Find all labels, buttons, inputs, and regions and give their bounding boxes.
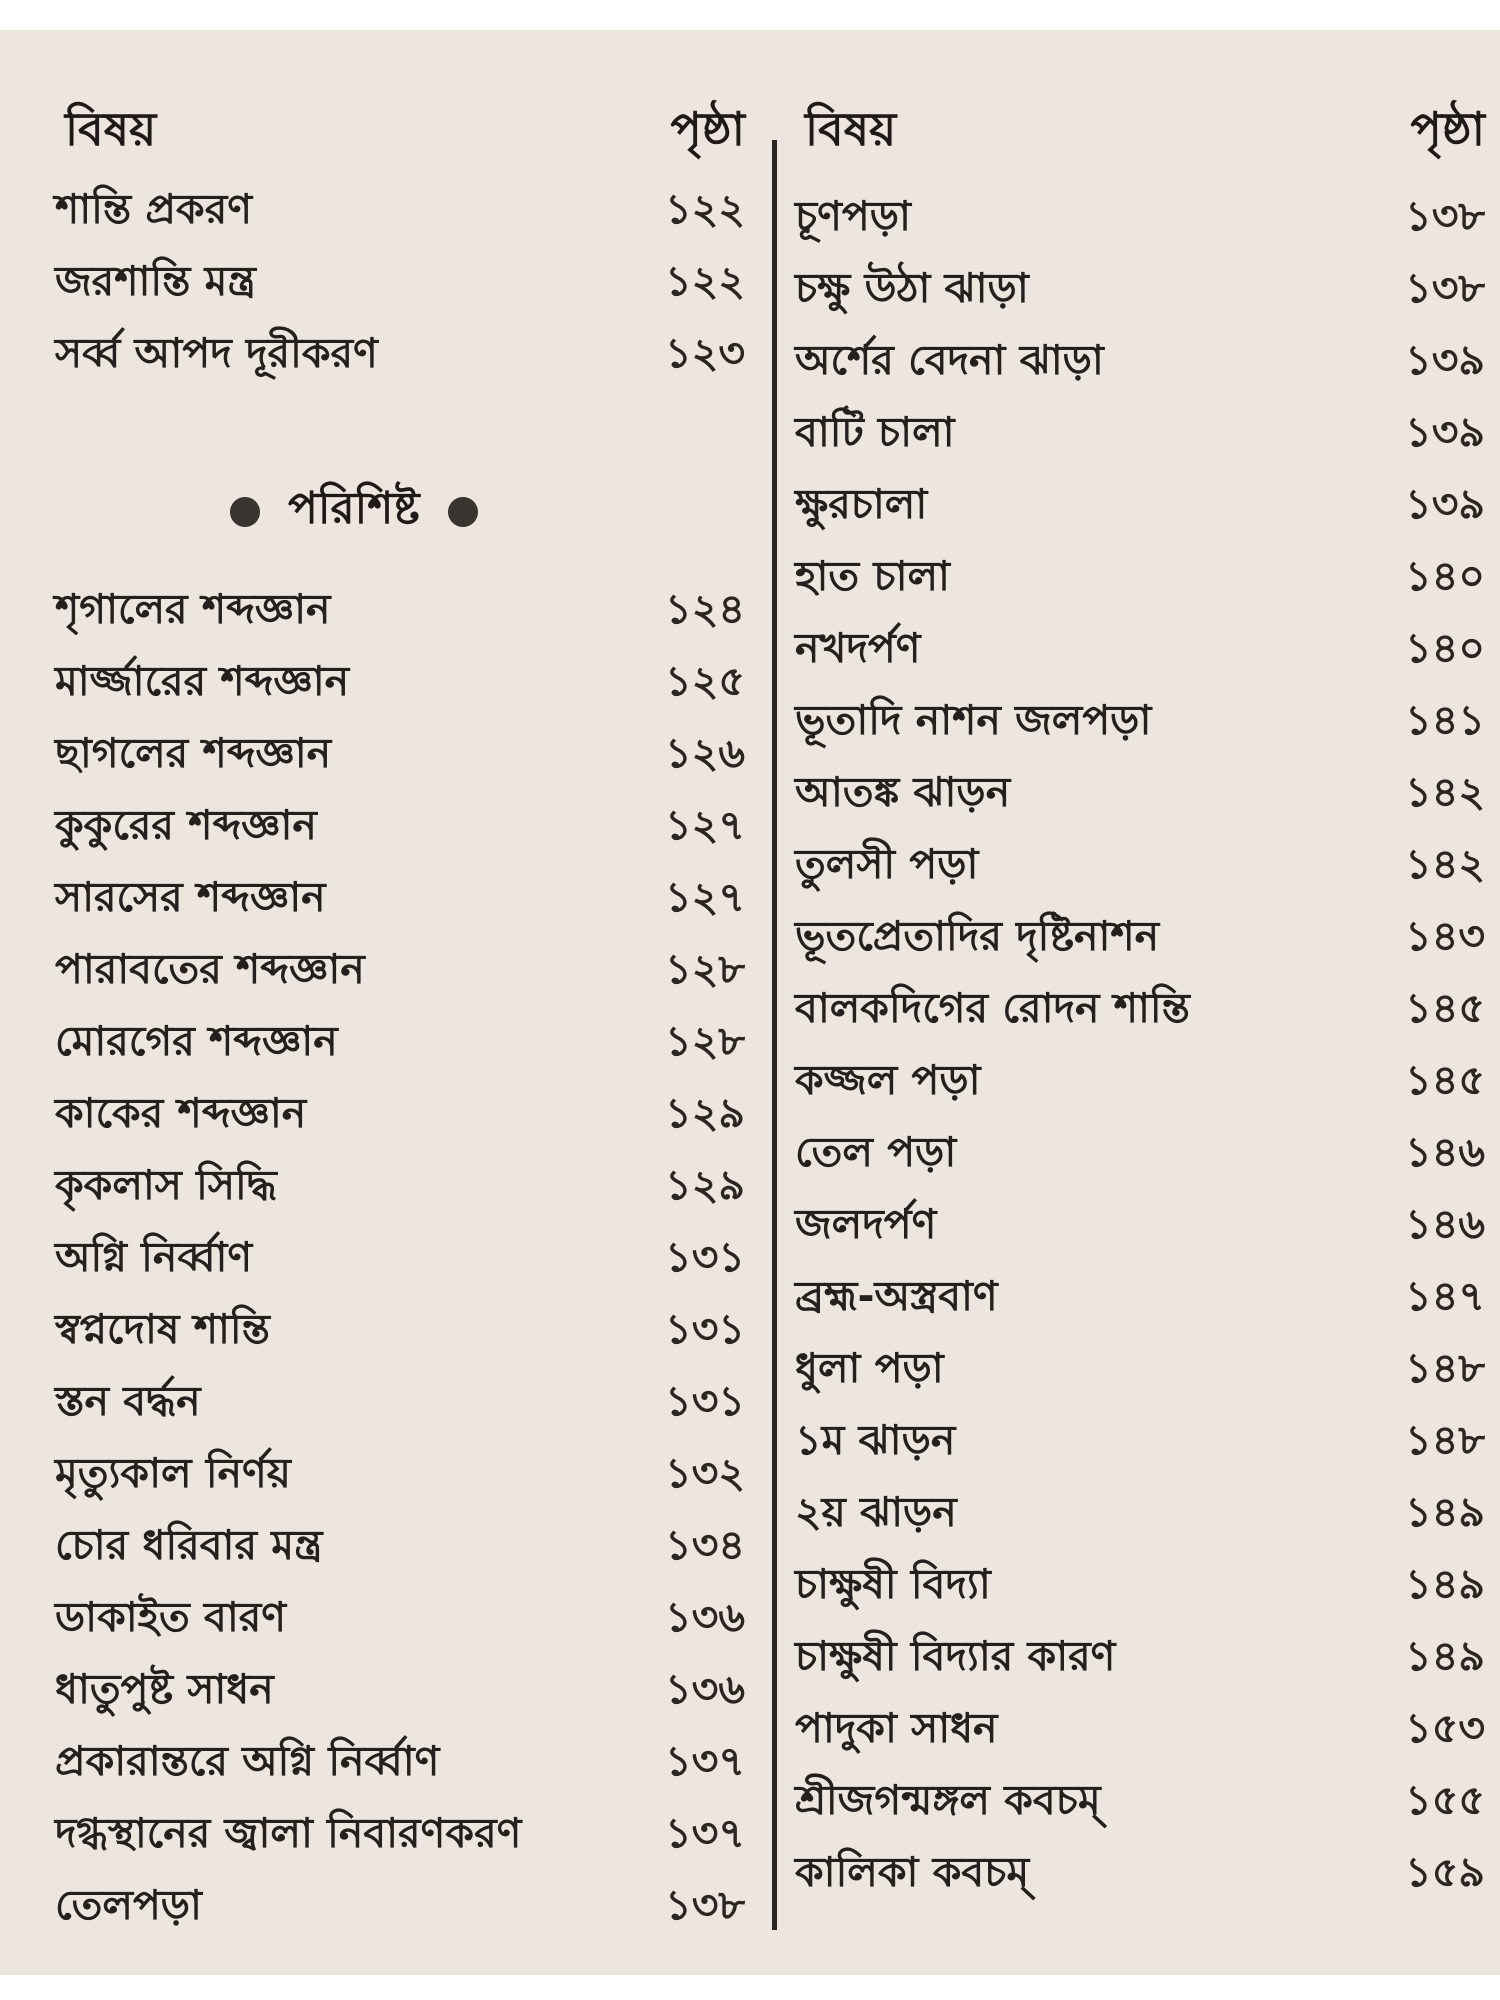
list-item bbox=[795, 1625, 1485, 1693]
list-item bbox=[55, 722, 745, 790]
item-title: চক্ষু উঠা ঝাড়া bbox=[795, 264, 1029, 312]
item-page: ১২২ bbox=[665, 185, 745, 233]
item-title: ২য় ঝাড়ন bbox=[795, 1488, 957, 1536]
list-item bbox=[795, 617, 1485, 685]
item-title: সারসের শব্দজ্ঞান bbox=[55, 873, 326, 921]
item-page: ১৪৬ bbox=[1405, 1200, 1485, 1248]
item-page: ১২৯ bbox=[665, 1089, 745, 1137]
item-page: ১৪১ bbox=[1405, 696, 1485, 744]
item-page: ১৩৯ bbox=[1405, 336, 1485, 384]
list-item bbox=[795, 401, 1485, 469]
list-item bbox=[795, 545, 1485, 613]
topic-heading: বিষয় bbox=[805, 102, 897, 156]
item-page: ১২২ bbox=[665, 257, 745, 305]
left-column-header bbox=[55, 95, 745, 165]
item-page: ১৪২ bbox=[1405, 768, 1485, 816]
list-item bbox=[55, 1370, 745, 1438]
item-page: ১৪৫ bbox=[1405, 1056, 1485, 1104]
item-title: বালকদিগের রোদন শান্তি bbox=[795, 984, 1190, 1032]
left-column bbox=[55, 30, 745, 1975]
list-item bbox=[55, 1298, 745, 1366]
item-page: ১৩১ bbox=[665, 1305, 745, 1353]
list-item bbox=[795, 1265, 1485, 1333]
list-item bbox=[55, 250, 745, 318]
list-item bbox=[55, 1874, 745, 1942]
book-page bbox=[0, 30, 1500, 1975]
item-title: চাক্ষুষী বিদ্যার কারণ bbox=[795, 1632, 1116, 1680]
list-item bbox=[795, 185, 1485, 253]
list-item bbox=[795, 1769, 1485, 1837]
list-item bbox=[55, 1802, 745, 1870]
list-item bbox=[795, 1697, 1485, 1765]
item-page: ১৩৯ bbox=[1405, 408, 1485, 456]
item-title: ধুলা পড়া bbox=[795, 1344, 944, 1392]
item-title: শ্রীজগন্মঙ্গল কবচম্ bbox=[795, 1776, 1101, 1824]
item-page: ১৩৮ bbox=[665, 1881, 745, 1929]
list-item bbox=[795, 761, 1485, 829]
item-title: নখদর্পণ bbox=[795, 624, 921, 672]
list-item bbox=[55, 178, 745, 246]
item-page: ১৩৪ bbox=[665, 1521, 745, 1569]
list-item bbox=[795, 257, 1485, 325]
item-page: ১২৭ bbox=[665, 873, 745, 921]
item-page: ১৪৯ bbox=[1405, 1632, 1485, 1680]
list-item bbox=[795, 1337, 1485, 1405]
item-title: আতঙ্ক ঝাড়ন bbox=[795, 768, 1011, 816]
item-title: ধাতুপুষ্ট সাধন bbox=[55, 1665, 274, 1713]
list-item bbox=[795, 329, 1485, 397]
list-item bbox=[55, 322, 745, 390]
list-item bbox=[55, 866, 745, 934]
item-title: ভূতপ্রেতাদির দৃষ্টিনাশন bbox=[795, 912, 1160, 960]
list-item bbox=[795, 1409, 1485, 1477]
list-item bbox=[55, 1658, 745, 1726]
list-item bbox=[55, 1226, 745, 1294]
item-title: স্তন বর্দ্ধন bbox=[55, 1377, 201, 1425]
item-title: কুকুরের শব্দজ্ঞান bbox=[55, 801, 317, 849]
item-title: ১ম ঝাড়ন bbox=[795, 1416, 956, 1464]
item-page: ১৪০ bbox=[1405, 624, 1485, 672]
list-item bbox=[55, 1586, 745, 1654]
item-page: ১৪৯ bbox=[1405, 1560, 1485, 1608]
item-title: চূণপড়া bbox=[795, 192, 911, 240]
list-item bbox=[795, 1481, 1485, 1549]
item-page: ১৩৯ bbox=[1405, 480, 1485, 528]
item-page: ১৫৩ bbox=[1405, 1704, 1485, 1752]
list-item bbox=[55, 938, 745, 1006]
item-page: ১৪২ bbox=[1405, 840, 1485, 888]
list-item bbox=[55, 1082, 745, 1150]
item-page: ১৪৮ bbox=[1405, 1416, 1485, 1464]
item-page: ১৩৭ bbox=[665, 1737, 745, 1785]
list-item bbox=[795, 1841, 1485, 1909]
item-title: জরশান্তি মন্ত্র bbox=[55, 257, 256, 305]
item-page: ১৩৬ bbox=[665, 1593, 745, 1641]
column-divider bbox=[772, 140, 777, 1930]
item-title: কজ্জল পড়া bbox=[795, 1056, 981, 1104]
item-title: শৃগালের শব্দজ্ঞান bbox=[55, 585, 331, 633]
topic-heading: বিষয় bbox=[65, 102, 157, 156]
list-item bbox=[55, 650, 745, 718]
list-item bbox=[795, 1121, 1485, 1189]
item-title: সর্ব্ব আপদ দূরীকরণ bbox=[55, 329, 378, 377]
item-title: অগ্নি নির্ব্বাণ bbox=[55, 1233, 253, 1281]
item-page: ১৩৮ bbox=[1405, 264, 1485, 312]
item-page: ১২৯ bbox=[665, 1161, 745, 1209]
bullet-dot-icon bbox=[448, 497, 478, 527]
list-item bbox=[55, 794, 745, 862]
item-page: ১৩১ bbox=[665, 1233, 745, 1281]
item-title: ছাগলের শব্দজ্ঞান bbox=[55, 729, 332, 777]
list-item bbox=[55, 1514, 745, 1582]
item-title: মোরগের শব্দজ্ঞান bbox=[55, 1017, 338, 1065]
item-page: ১২৮ bbox=[665, 945, 745, 993]
bullet-dot-icon bbox=[230, 497, 260, 527]
item-title: ভূতাদি নাশন জলপড়া bbox=[795, 696, 1152, 744]
item-page: ১৪৯ bbox=[1405, 1488, 1485, 1536]
list-item bbox=[55, 1154, 745, 1222]
list-item bbox=[795, 689, 1485, 757]
item-page: ১৩১ bbox=[665, 1377, 745, 1425]
item-title: দগ্ধস্থানের জ্বালা নিবারণকরণ bbox=[55, 1809, 522, 1857]
item-title: হাত চালা bbox=[795, 552, 950, 600]
section-heading-text: পরিশিষ্ট bbox=[288, 483, 420, 534]
item-title: তুলসী পড়া bbox=[795, 840, 979, 888]
item-page: ১৪৩ bbox=[1405, 912, 1485, 960]
list-item bbox=[795, 1193, 1485, 1261]
item-page: ১৪০ bbox=[1405, 552, 1485, 600]
item-page: ১২৭ bbox=[665, 801, 745, 849]
item-page: ১৪৭ bbox=[1405, 1272, 1485, 1320]
item-title: স্বপ্নদোষ শান্তি bbox=[55, 1305, 270, 1353]
list-item bbox=[55, 1010, 745, 1078]
list-item bbox=[55, 1442, 745, 1510]
list-item bbox=[795, 905, 1485, 973]
item-title: অর্শের বেদনা ঝাড়া bbox=[795, 336, 1104, 384]
item-page: ১২৫ bbox=[665, 657, 745, 705]
item-page: ১৪৬ bbox=[1405, 1128, 1485, 1176]
list-item bbox=[55, 578, 745, 646]
item-page: ১২৮ bbox=[665, 1017, 745, 1065]
page-heading: পৃষ্ঠা bbox=[1410, 102, 1485, 156]
item-title: ক্ষুরচালা bbox=[795, 480, 928, 528]
list-item bbox=[795, 833, 1485, 901]
list-item bbox=[795, 1049, 1485, 1117]
item-page: ১৩২ bbox=[665, 1449, 745, 1497]
item-title: মার্জ্জারের শব্দজ্ঞান bbox=[55, 657, 350, 705]
item-title: চোর ধরিবার মন্ত্র bbox=[55, 1521, 323, 1569]
list-item bbox=[795, 1553, 1485, 1621]
list-item bbox=[795, 473, 1485, 541]
item-page: ১৪৮ bbox=[1405, 1344, 1485, 1392]
item-page: ১৫৫ bbox=[1405, 1776, 1485, 1824]
item-title: তেলপড়া bbox=[55, 1881, 202, 1929]
item-title: জলদর্পণ bbox=[795, 1200, 937, 1248]
item-page: ১৩৭ bbox=[665, 1809, 745, 1857]
item-title: কাকের শব্দজ্ঞান bbox=[55, 1089, 307, 1137]
item-title: মৃত্যুকাল নির্ণয় bbox=[55, 1449, 291, 1497]
list-item bbox=[55, 1730, 745, 1798]
item-title: ব্রহ্ম-অস্ত্রবাণ bbox=[795, 1272, 998, 1320]
item-title: ডাকাইত বারণ bbox=[55, 1593, 287, 1641]
item-title: কালিকা কবচম্ bbox=[795, 1848, 1030, 1896]
right-column-header bbox=[795, 95, 1485, 165]
item-title: পারাবতের শব্দজ্ঞান bbox=[55, 945, 365, 993]
item-title: শান্তি প্রকরণ bbox=[55, 185, 253, 233]
item-title: প্রকারান্তরে অগ্নি নির্ব্বাণ bbox=[55, 1737, 440, 1785]
page-heading: পৃষ্ঠা bbox=[670, 102, 745, 156]
section-heading bbox=[230, 475, 478, 548]
list-item bbox=[795, 977, 1485, 1045]
item-title: কৃকলাস সিদ্ধি bbox=[55, 1161, 277, 1209]
item-title: পাদুকা সাধন bbox=[795, 1704, 998, 1752]
item-title: বাটি চালা bbox=[795, 408, 955, 456]
item-page: ১২৬ bbox=[665, 729, 745, 777]
item-page: ১৩৬ bbox=[665, 1665, 745, 1713]
item-page: ১৪৫ bbox=[1405, 984, 1485, 1032]
item-page: ১২৪ bbox=[665, 585, 745, 633]
item-title: চাক্ষুষী বিদ্যা bbox=[795, 1560, 991, 1608]
item-page: ১২৩ bbox=[665, 329, 745, 377]
item-page: ১৩৮ bbox=[1405, 192, 1485, 240]
item-title: তেল পড়া bbox=[795, 1128, 957, 1176]
item-page: ১৫৯ bbox=[1405, 1848, 1485, 1896]
right-column bbox=[795, 30, 1485, 1975]
